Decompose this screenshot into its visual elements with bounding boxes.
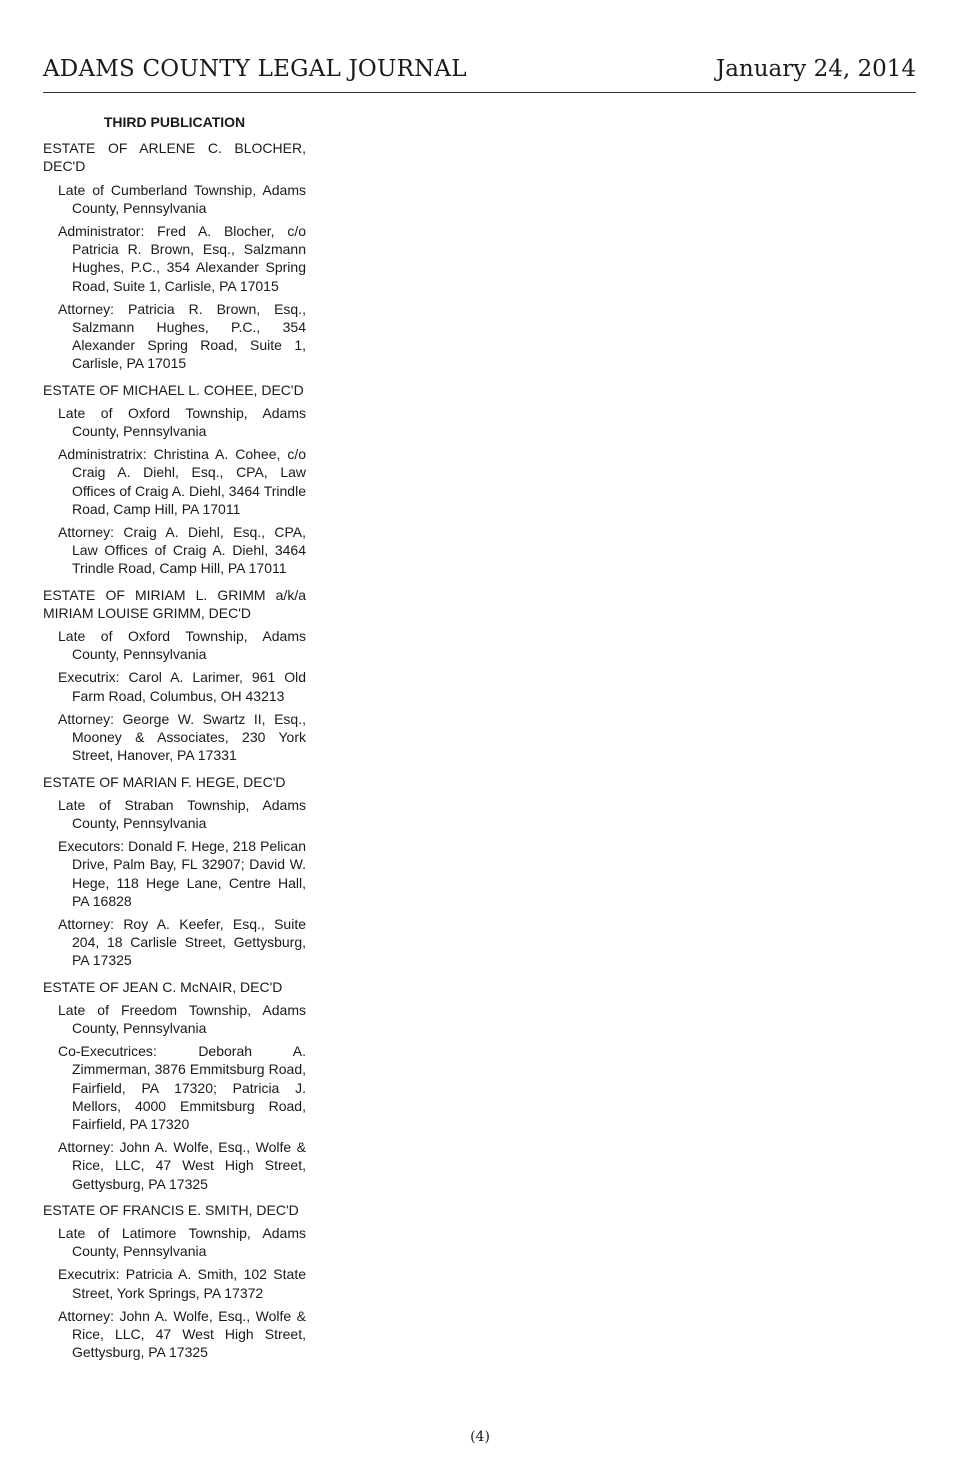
estate-late-of: Late of Oxford Township, Adams County, Pennsylvania xyxy=(58,404,306,440)
estate-notice xyxy=(43,978,306,1193)
estate-notice xyxy=(43,381,306,578)
estate-representative: Administratrix: Christina A. Cohee, c/o Craig A. Diehl, Esq., CPA, Law Offices of Craig A. Diehl, 3464 Trindle Road, Camp Hill, PA 17011 xyxy=(58,446,306,517)
estate-notice xyxy=(43,1201,306,1362)
estate-title: ESTATE OF JEAN C. McNAIR, DEC'D xyxy=(43,978,283,995)
estate-attorney: Attorney: Patricia R. Brown, Esq., Salzmann Hughes, P.C., 354 Alexander Spring Road, Suite 1, Carlisle, PA 17015 xyxy=(58,300,306,372)
estate-title: ESTATE OF MICHAEL L. COHEE, DEC'D xyxy=(43,381,304,398)
estate-attorney: Attorney: George W. Swartz II, Esq., Mooney & Associates, 230 York Street, Hanover, PA 17331 xyxy=(58,710,306,764)
estate-notice xyxy=(43,773,306,970)
page-number: (4) xyxy=(470,1429,490,1445)
page-header xyxy=(43,56,916,93)
journal-title: ADAMS COUNTY LEGAL JOURNAL xyxy=(43,56,467,82)
estate-title: ESTATE OF MIRIAM L. GRIMM a/k/a MIRIAM LOUISE GRIMM, DEC'D xyxy=(43,586,306,621)
estate-notice xyxy=(43,586,306,765)
estate-representative: Executrix: Carol A. Larimer, 961 Old Farm Road, Columbus, OH 43213 xyxy=(58,669,306,704)
estate-attorney: Attorney: Craig A. Diehl, Esq., CPA, Law Offices of Craig A. Diehl, 3464 Trindle Road, Camp Hill, PA 17011 xyxy=(58,524,306,577)
estate-attorney: Attorney: John A. Wolfe, Esq., Wolfe & Rice, LLC, 47 West High Street, Gettysburg, PA 17325 xyxy=(58,1139,306,1192)
estate-attorney: Attorney: John A. Wolfe, Esq., Wolfe & Rice, LLC, 47 West High Street, Gettysburg, PA 17325 xyxy=(58,1307,306,1361)
estate-representative: Executors: Donald F. Hege, 218 Pelican Drive, Palm Bay, FL 32907; David W. Hege, 118 Hege Lane, Centre Hall, PA 16828 xyxy=(58,838,306,909)
issue-date: January 24, 2014 xyxy=(716,56,916,82)
estate-title: ESTATE OF ARLENE C. BLOCHER, DEC'D xyxy=(43,140,306,175)
estate-title: ESTATE OF FRANCIS E. SMITH, DEC'D xyxy=(43,1201,299,1218)
estate-late-of: Late of Freedom Township, Adams County, Pennsylvania xyxy=(58,1001,306,1036)
estate-title: ESTATE OF MARIAN F. HEGE, DEC'D xyxy=(43,773,286,790)
estate-late-of: Late of Latimore Township, Adams County, Pennsylvania xyxy=(58,1224,306,1260)
estate-attorney: Attorney: Roy A. Keefer, Esq., Suite 204, 18 Carlisle Street, Gettysburg, PA 17325 xyxy=(58,915,306,969)
estate-late-of: Late of Straban Township, Adams County, Pennsylvania xyxy=(58,796,306,831)
notice-column xyxy=(43,113,306,1369)
estate-representative: Administrator: Fred A. Blocher, c/o Patricia R. Brown, Esq., Salzmann Hughes, P.C., 354 Alexander Spring Road, Suite 1, Carlisle, PA 17015 xyxy=(58,223,306,294)
estate-late-of: Late of Cumberland Township, Adams County, Pennsylvania xyxy=(58,181,306,216)
estate-notice xyxy=(43,139,306,372)
estate-representative: Co-Executrices: Deborah A. Zimmerman, 3876 Emmitsburg Road, Fairfield, PA 17320; Patricia J. Mellors, 4000 Emmitsburg Road, Fairfield, PA 17320 xyxy=(58,1043,306,1132)
estate-representative: Executrix: Patricia A. Smith, 102 State Street, York Springs, PA 17372 xyxy=(58,1266,306,1301)
estate-late-of: Late of Oxford Township, Adams County, Pennsylvania xyxy=(58,628,306,663)
section-heading: THIRD PUBLICATION xyxy=(103,114,246,130)
